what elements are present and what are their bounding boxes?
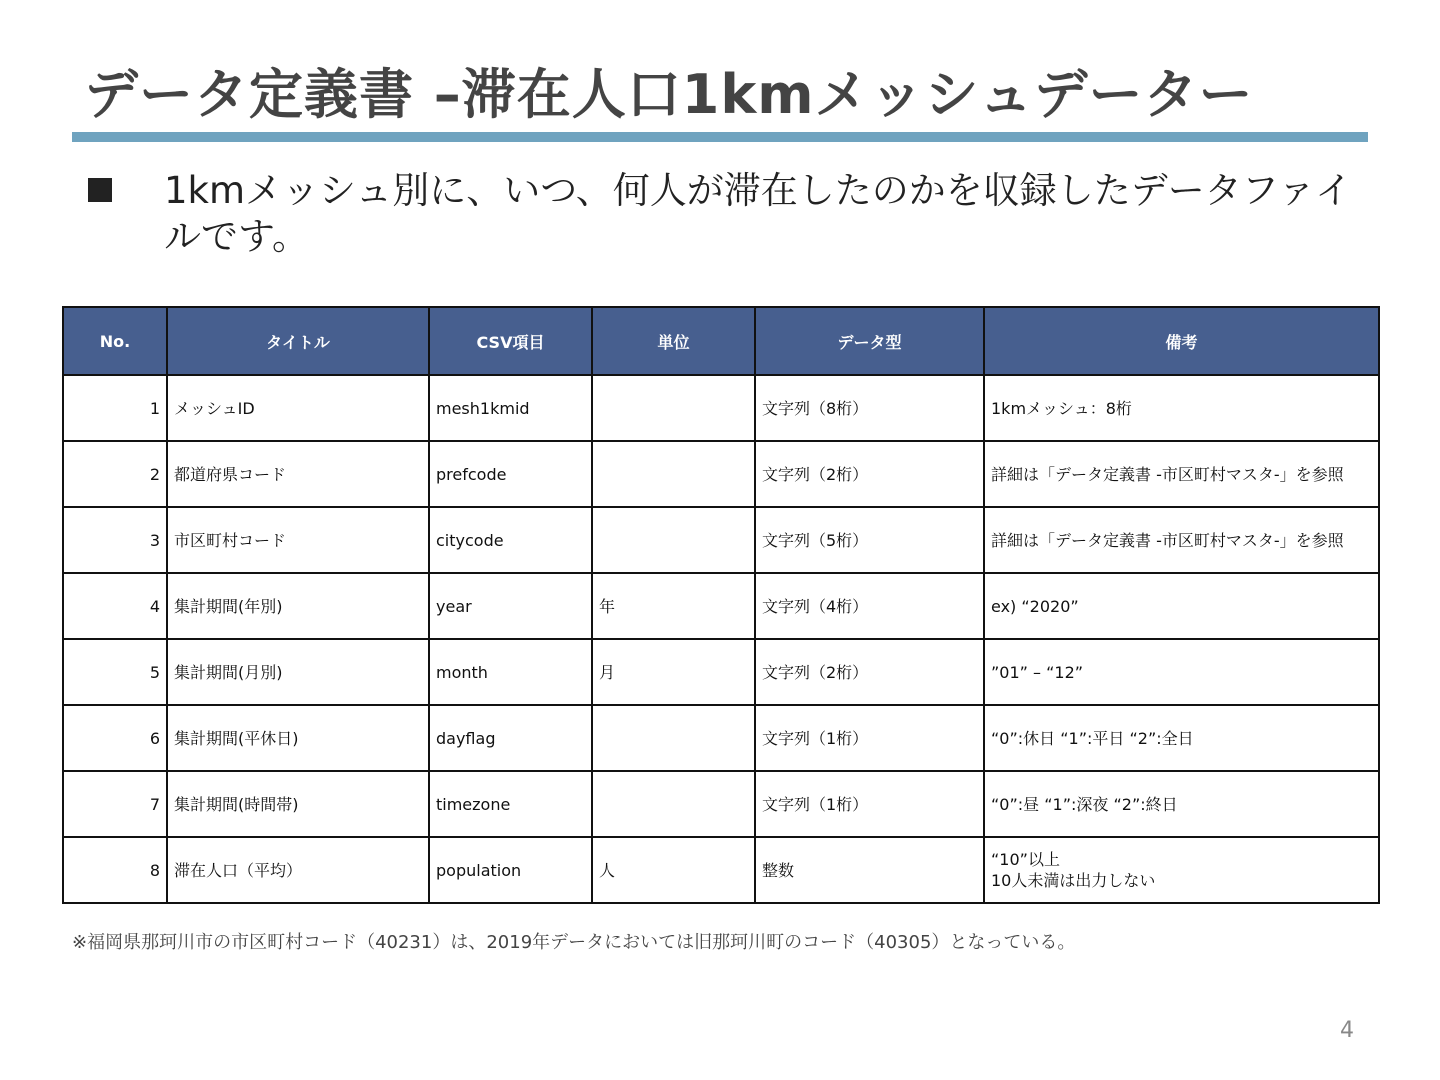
cell-unit: 年 bbox=[592, 573, 755, 639]
cell-notes: ”01” – “12” bbox=[984, 639, 1379, 705]
cell-notes: 詳細は「データ定義書 -市区町村マスタ-」を参照 bbox=[984, 441, 1379, 507]
cell-no: 2 bbox=[63, 441, 167, 507]
cell-csv-field: dayflag bbox=[429, 705, 592, 771]
bullet-text: 1kmメッシュ別に、いつ、何人が滞在したのかを収録したデータファイルです。 bbox=[164, 169, 1353, 258]
cell-title: 都道府県コード bbox=[167, 441, 429, 507]
cell-no: 3 bbox=[63, 507, 167, 573]
data-definition-table bbox=[62, 306, 1380, 904]
cell-notes: “10”以上 10人未満は出力しない bbox=[984, 837, 1379, 903]
cell-title: 市区町村コード bbox=[167, 507, 429, 573]
cell-data-type: 文字列（1桁） bbox=[755, 705, 984, 771]
cell-unit bbox=[592, 705, 755, 771]
cell-notes: 詳細は「データ定義書 -市区町村マスタ-」を参照 bbox=[984, 507, 1379, 573]
cell-title: 滞在人口（平均） bbox=[167, 837, 429, 903]
header-title: タイトル bbox=[167, 307, 429, 375]
cell-unit bbox=[592, 771, 755, 837]
cell-title: メッシュID bbox=[167, 375, 429, 441]
cell-notes: ex) “2020” bbox=[984, 573, 1379, 639]
cell-no: 6 bbox=[63, 705, 167, 771]
cell-no: 8 bbox=[63, 837, 167, 903]
table-row bbox=[63, 771, 1379, 837]
cell-title: 集計期間(平休日) bbox=[167, 705, 429, 771]
cell-unit bbox=[592, 441, 755, 507]
cell-no: 1 bbox=[63, 375, 167, 441]
cell-data-type: 文字列（5桁） bbox=[755, 507, 984, 573]
cell-notes: “0”:昼 “1”:深夜 “2”:終日 bbox=[984, 771, 1379, 837]
cell-notes: “0”:休日 “1”:平日 “2”:全日 bbox=[984, 705, 1379, 771]
cell-unit: 月 bbox=[592, 639, 755, 705]
cell-csv-field: timezone bbox=[429, 771, 592, 837]
cell-data-type: 文字列（2桁） bbox=[755, 441, 984, 507]
page-number: 4 bbox=[1340, 1018, 1354, 1043]
cell-data-type: 文字列（8桁） bbox=[755, 375, 984, 441]
header-no: No. bbox=[63, 307, 167, 375]
cell-title: 集計期間(月別) bbox=[167, 639, 429, 705]
cell-csv-field: mesh1kmid bbox=[429, 375, 592, 441]
table-row bbox=[63, 573, 1379, 639]
cell-unit bbox=[592, 507, 755, 573]
cell-no: 4 bbox=[63, 573, 167, 639]
square-bullet-icon bbox=[88, 178, 112, 202]
page-title: データ定義書 –滞在人口1kmメッシュデーター bbox=[84, 63, 1254, 126]
cell-notes: 1kmメッシュ：8桁 bbox=[984, 375, 1379, 441]
table-row bbox=[63, 705, 1379, 771]
cell-data-type: 文字列（4桁） bbox=[755, 573, 984, 639]
table-row bbox=[63, 639, 1379, 705]
title-underline bbox=[72, 132, 1368, 142]
cell-csv-field: population bbox=[429, 837, 592, 903]
header-csv-field: CSV項目 bbox=[429, 307, 592, 375]
cell-unit: 人 bbox=[592, 837, 755, 903]
table-header-row bbox=[63, 307, 1379, 375]
cell-csv-field: year bbox=[429, 573, 592, 639]
cell-title: 集計期間(年別) bbox=[167, 573, 429, 639]
cell-csv-field: month bbox=[429, 639, 592, 705]
header-data-type: データ型 bbox=[755, 307, 984, 375]
table-row bbox=[63, 837, 1379, 903]
table-row bbox=[63, 441, 1379, 507]
cell-data-type: 文字列（2桁） bbox=[755, 639, 984, 705]
table-row bbox=[63, 375, 1379, 441]
cell-title: 集計期間(時間帯) bbox=[167, 771, 429, 837]
cell-no: 5 bbox=[63, 639, 167, 705]
cell-no: 7 bbox=[63, 771, 167, 837]
header-unit: 単位 bbox=[592, 307, 755, 375]
cell-data-type: 文字列（1桁） bbox=[755, 771, 984, 837]
cell-unit bbox=[592, 375, 755, 441]
header-notes: 備考 bbox=[984, 307, 1379, 375]
footnote: ※福岡県那珂川市の市区町村コード（40231）は、2019年データにおいては旧那珂川町のコード（40305）となっている。 bbox=[72, 932, 1076, 953]
cell-csv-field: citycode bbox=[429, 507, 592, 573]
bullet-item bbox=[88, 168, 1358, 260]
cell-csv-field: prefcode bbox=[429, 441, 592, 507]
table-row bbox=[63, 507, 1379, 573]
cell-data-type: 整数 bbox=[755, 837, 984, 903]
